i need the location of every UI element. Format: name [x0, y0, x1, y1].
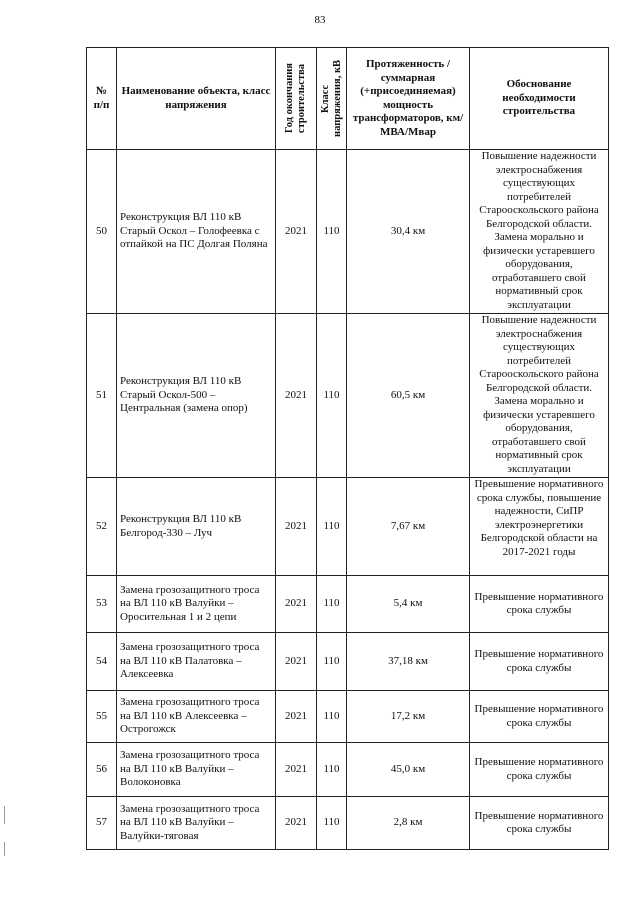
row-name: Замена грозозащитного троса на ВЛ 110 кВ Алексеевка – Острогожск — [117, 691, 276, 743]
table-row — [87, 691, 609, 743]
row-year: 2021 — [276, 314, 317, 478]
row-num: 55 — [87, 691, 117, 743]
row-name: Замена грозозащитного троса на ВЛ 110 кВ Валуйки – Волоконовка — [117, 743, 276, 797]
row-reason: Превышение нормативного срока службы, повышение надежности, СиПР электроэнергетики Белгородской области на 2017-2021 годы — [470, 478, 609, 576]
row-reason: Повышение надежности электроснабжения существующих потребителей Старооскольского района Белгородской области. Замена морально и физически устаревшего оборудования, отработавшего свой нормативный срок эксплуатации — [470, 314, 609, 478]
row-class: 110 — [317, 150, 347, 314]
row-class: 110 — [317, 576, 347, 633]
row-num: 56 — [87, 743, 117, 797]
row-year: 2021 — [276, 797, 317, 850]
row-num: 52 — [87, 478, 117, 576]
row-length: 45,0 км — [347, 743, 470, 797]
row-length: 60,5 км — [347, 314, 470, 478]
row-name: Замена грозозащитного троса на ВЛ 110 кВ Валуйки – Валуйки-тяговая — [117, 797, 276, 850]
row-num: 57 — [87, 797, 117, 850]
row-name: Реконструкция ВЛ 110 кВ Белгород-330 – Луч — [117, 478, 276, 576]
header-class-line2: напряжения, кВ — [332, 60, 343, 137]
table-row — [87, 576, 609, 633]
row-class: 110 — [317, 797, 347, 850]
row-reason: Повышение надежности электроснабжения существующих потребителей Старооскольского района Белгородской области. Замена морально и физически устаревшего оборудования, отработавшего свой нормативный срок эксплуатации — [470, 150, 609, 314]
row-reason: Превышение нормативного срока службы — [470, 576, 609, 633]
table-row — [87, 478, 609, 576]
header-reason: Обоснование необходимости строительства — [470, 48, 609, 150]
row-class: 110 — [317, 691, 347, 743]
table-row — [87, 743, 609, 797]
row-length: 37,18 км — [347, 633, 470, 691]
row-year: 2021 — [276, 150, 317, 314]
construction-table — [86, 47, 609, 850]
row-reason: Превышение нормативного срока службы — [470, 743, 609, 797]
table-row — [87, 797, 609, 850]
header-num: № п/п — [87, 48, 117, 150]
row-name: Реконструкция ВЛ 110 кВ Старый Оскол-500 – Центральная (замена опор) — [117, 314, 276, 478]
header-year-line2: строительства — [296, 63, 307, 134]
row-length: 7,67 км — [347, 478, 470, 576]
row-reason: Превышение нормативного срока службы — [470, 633, 609, 691]
row-class: 110 — [317, 478, 347, 576]
row-year: 2021 — [276, 478, 317, 576]
row-name: Реконструкция ВЛ 110 кВ Старый Оскол – Голофеевка с отпайкой на ПС Долгая Поляна — [117, 150, 276, 314]
header-class — [317, 48, 347, 150]
row-year: 2021 — [276, 743, 317, 797]
row-num: 50 — [87, 150, 117, 314]
margin-mark — [4, 842, 5, 856]
header-class-line1: Класс — [320, 84, 331, 113]
row-num: 53 — [87, 576, 117, 633]
row-name: Замена грозозащитного троса на ВЛ 110 кВ Палатовка – Алексеевка — [117, 633, 276, 691]
row-reason: Превышение нормативного срока службы — [470, 797, 609, 850]
header-year-line1: Год окончания — [284, 63, 295, 134]
row-length: 5,4 км — [347, 576, 470, 633]
header-length: Протяженность / суммарная (+присоединяемая) мощность трансформаторов, км/МВА/Мвар — [347, 48, 470, 150]
row-year: 2021 — [276, 633, 317, 691]
row-class: 110 — [317, 743, 347, 797]
page-number: 83 — [314, 14, 326, 26]
row-num: 51 — [87, 314, 117, 478]
row-class: 110 — [317, 633, 347, 691]
margin-mark — [4, 806, 5, 824]
table-row — [87, 150, 609, 314]
table-row — [87, 314, 609, 478]
row-name: Замена грозозащитного троса на ВЛ 110 кВ Валуйки – Оросительная 1 и 2 цепи — [117, 576, 276, 633]
header-name: Наименование объекта, класс напряжения — [117, 48, 276, 150]
row-length: 17,2 км — [347, 691, 470, 743]
row-length: 2,8 км — [347, 797, 470, 850]
row-year: 2021 — [276, 576, 317, 633]
row-class: 110 — [317, 314, 347, 478]
row-reason: Превышение нормативного срока службы — [470, 691, 609, 743]
table-row — [87, 633, 609, 691]
row-num: 54 — [87, 633, 117, 691]
header-year — [276, 48, 317, 150]
row-length: 30,4 км — [347, 150, 470, 314]
row-year: 2021 — [276, 691, 317, 743]
table-header-row — [87, 48, 609, 150]
